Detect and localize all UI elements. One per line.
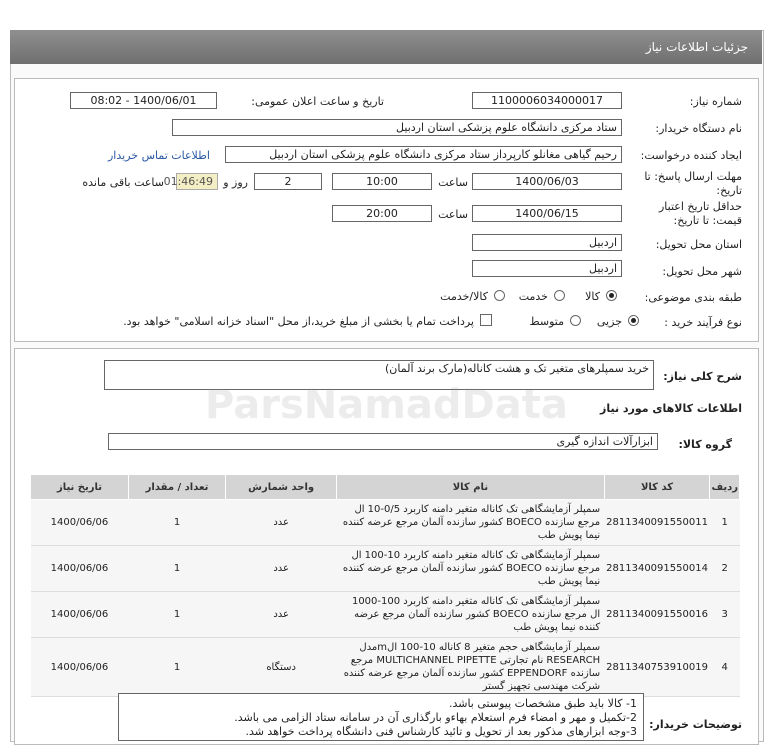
cell-row: 3: [710, 592, 740, 638]
cell-code: 2811340091550016: [604, 592, 710, 638]
buyer-contact-link[interactable]: اطلاعات تماس خریدار: [108, 149, 210, 162]
category-option-goods: کالا: [585, 290, 600, 303]
table-row: [31, 592, 740, 638]
cell-qty: 1: [128, 638, 225, 697]
buyer-org-field: ستاد مرکزی دانشگاه علوم پزشکی استان اردبیل: [172, 119, 622, 136]
col-header-row: ردیف: [710, 475, 740, 500]
process-radio-minor[interactable]: [628, 315, 639, 326]
goods-group-field: ابزارآلات اندازه گیری: [108, 433, 658, 450]
cell-qty: 1: [128, 546, 225, 592]
validity-time-label: ساعت: [438, 208, 468, 221]
deadline-time-field: 10:00: [332, 173, 432, 190]
page-header: [10, 30, 762, 64]
cell-row: 4: [710, 638, 740, 697]
process-option-medium: متوسط: [529, 315, 564, 328]
cell-qty: 1: [128, 592, 225, 638]
category-option-goods-service: کالا/خدمت: [440, 290, 488, 303]
requester-label: ایجاد کننده درخواست:: [640, 149, 742, 162]
cell-code: 2811340091550011: [604, 500, 710, 546]
process-label: نوع فرآیند خرید :: [664, 316, 742, 329]
goods-section-title: اطلاعات کالاهای مورد نیاز: [600, 402, 742, 415]
city-label: شهر محل تحویل:: [662, 265, 742, 278]
remaining-time-field: 01:46:49: [176, 173, 218, 190]
treasury-payment-checkbox[interactable]: [480, 314, 492, 326]
validity-time-field: 20:00: [332, 205, 432, 222]
category-radio-goods-service[interactable]: [494, 290, 505, 301]
page-title: جزئیات اطلاعات نیاز: [645, 40, 748, 54]
goods-group-label: گروه کالا:: [678, 438, 732, 451]
goods-table-header: [31, 475, 740, 500]
buyer-notes-field: [118, 693, 644, 741]
cell-row: 1: [710, 500, 740, 546]
validity-date-field: 1400/06/15: [472, 205, 622, 222]
summary-label: شرح کلی نیاز:: [663, 370, 742, 383]
process-radio-medium[interactable]: [570, 315, 581, 326]
cell-date: 1400/06/06: [31, 546, 129, 592]
buyer-org-label: نام دستگاه خریدار:: [655, 122, 742, 135]
cell-name: سمپلر آزمایشگاهی تک کاناله متغیر دامنه کاربرد 10-100 ال مرجع سازنده BOECO کشور سازنده آلمان مرجع عرضه کننده نیما پویش طب: [337, 546, 604, 592]
cell-unit: عدد: [226, 592, 337, 638]
cell-code: 2811340091550014: [604, 546, 710, 592]
deadline-time-label: ساعت: [438, 176, 468, 189]
cell-name: سمپلر آزمایشگاهی تک کاناله متغیر دامنه کاربرد 100-1000 ال مرجع سازنده BOECO کشور سازنده آلمان مرجع عرضه کننده نیما پویش طب: [337, 592, 604, 638]
buyer-note-line: 2-تکمیل و مهر و امضاء فرم استعلام بهاءو بارگذاری آن در سامانه ستاد الزامی می باشد.: [234, 711, 637, 724]
remaining-time-label: ساعت باقی مانده: [82, 176, 164, 189]
deadline-label-line1: مهلت ارسال پاسخ: تا: [644, 170, 742, 183]
days-label: روز و: [223, 176, 248, 189]
category-radio-goods[interactable]: [606, 290, 617, 301]
buyer-note-line: 1- کالا باید طبق مشخصات پیوستی باشد.: [448, 697, 637, 710]
buyer-note-line: 3-وجه ابزارهای مذکور بعد از تحویل و تائید کارشناس فنی دانشگاه پرداخت خواهد شد.: [245, 725, 637, 738]
cell-name: سمپلر آزمایشگاهی حجم متغیر 8 کاناله 10-100 الmمدل RESEARCH نام تجارتی MULTICHANNEL PIPETTE مرجع سازنده EPPENDORF کشور سازنده آلمان مرجع عرضه کننده شرکت مهندسی تجهیز گستر: [337, 638, 604, 697]
cell-date: 1400/06/06: [31, 638, 129, 697]
deadline-date-field: 1400/06/03: [472, 173, 622, 190]
days-remaining-field: 2: [254, 173, 322, 190]
cell-name: سمپلر آزمایشگاهی تک کاناله متغیر دامنه کاربرد 0/5-10 ال مرجع سازنده BOECO کشور سازنده آلمان مرجع عرضه کننده نیما پویش طب: [337, 500, 604, 546]
cell-unit: عدد: [226, 546, 337, 592]
cell-unit: عدد: [226, 500, 337, 546]
treasury-payment-note: پرداخت تمام یا بخشی از مبلغ خرید،از محل "اسناد خزانه اسلامی" خواهد بود.: [123, 315, 474, 328]
col-header-name: نام کالا: [337, 475, 604, 500]
cell-qty: 1: [128, 500, 225, 546]
category-label: طبقه بندی موضوعی:: [644, 291, 742, 304]
announce-field: 1400/06/01 - 08:02: [70, 92, 217, 109]
category-option-service: خدمت: [518, 290, 548, 303]
col-header-code: کد کالا: [604, 475, 710, 500]
table-row: [31, 638, 740, 697]
validity-label-line2: قیمت: تا تاریخ:: [673, 214, 742, 227]
cell-code: 2811340753910019: [604, 638, 710, 697]
province-field: اردبیل: [472, 234, 622, 251]
cell-date: 1400/06/06: [31, 592, 129, 638]
table-row: [31, 546, 740, 592]
need-number-label: شماره نیاز:: [689, 95, 742, 108]
col-header-qty: تعداد / مقدار: [128, 475, 225, 500]
need-number-field: 1100006034000017: [472, 92, 622, 109]
col-header-date: تاریخ نیاز: [31, 475, 129, 500]
announce-label: تاریخ و ساعت اعلان عمومی:: [251, 95, 384, 108]
cell-row: 2: [710, 546, 740, 592]
requester-field: رحیم گیاهی مغانلو کارپرداز ستاد مرکزی دانشگاه علوم پزشکی استان اردبیل: [225, 146, 622, 163]
table-row: [31, 500, 740, 546]
summary-field: خرید سمپلرهای متغیر تک و هشت کاناله(مارک برند آلمان): [104, 360, 654, 390]
goods-table: [30, 474, 740, 697]
col-header-unit: واحد شمارش: [226, 475, 337, 500]
deadline-label-line2: تاریخ:: [716, 184, 742, 197]
validity-label-line1: حداقل تاریخ اعتبار: [658, 200, 742, 213]
process-option-minor: جزیی: [596, 315, 622, 328]
cell-date: 1400/06/06: [31, 500, 129, 546]
buyer-notes-label: توضیحات خریدار:: [649, 718, 742, 731]
cell-unit: دستگاه: [226, 638, 337, 697]
province-label: استان محل تحویل:: [655, 238, 742, 251]
category-radio-service[interactable]: [554, 290, 565, 301]
city-field: اردبیل: [472, 260, 622, 277]
